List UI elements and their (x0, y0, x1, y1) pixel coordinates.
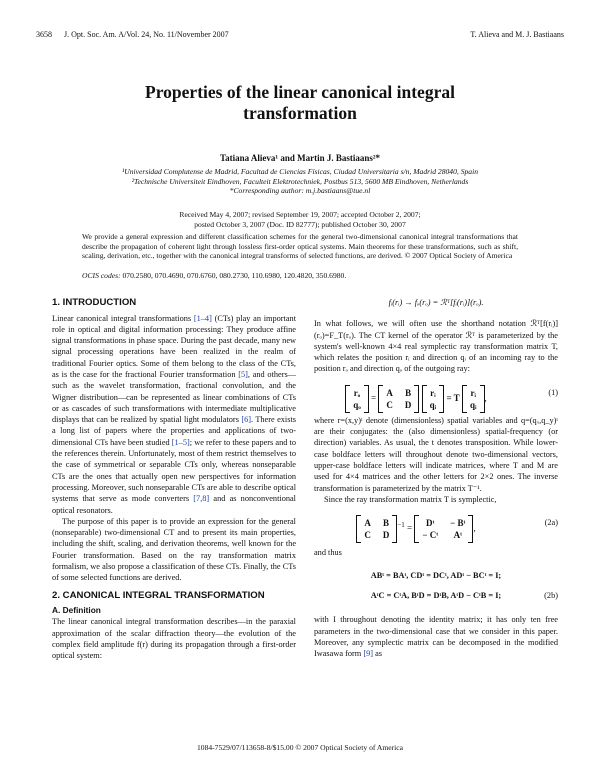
identity-paragraph: with I throughout denoting the identity matrix; it has only ten free parameters in the two-dimensional case that we consider in this paper. Moreover, any symplectic matrix can be decomposed in the modified Iwasawa form [9] as (314, 615, 558, 659)
citation-link[interactable]: [1–4] (193, 313, 212, 323)
ocis-codes (82, 271, 518, 280)
page-footer: 1084-7529/07/113658-8/$15.00 © 2007 Optical Society of America (196, 743, 404, 752)
definition-paragraph: The linear canonical integral transformation describes—in the paraxial approximation of the scalar diffraction theory—the evolution of the complex field amplitude f(r) during its propagation through a first-order optical system: (52, 617, 296, 661)
equation-1: rₒ qₒ = A B C D rᵢ qᵢ = T rᵢ qᵢ , (1) (314, 379, 558, 415)
received-dates: Received May 4, 2007; revised September 19, 2007; accepted October 2, 2007; posted October 3, 2007 (Doc. ID 82777); published October 30, 2007 (179, 210, 421, 229)
subsection-heading-definition: A. Definition (52, 605, 101, 616)
intro-paragraph-1: Linear canonical integral transformations [1–4] (CTs) play an important role in optical and digital information processing: They produce affine signal transformations in phase space. During the past decade, many new signal processing operations have been realized in the realm of traditional Fourier optics. Some of them belong to the class of the CTs, as is the case for the fractional Fourier transformation [5], and others—such as the wavelet transformation, fractional convolution, and the Wigner distribution—can be represented as linear combinations of CTs or as cascades of such transformations with intermediate multiplicative displays that can be realized by spatial light modulators [6]. There exists a long list of papers where the properties and applications of two-dimensional CTs have been studied [1–5]; we refer to these papers and to the references therein. Unfortunately, most of them restrict themselves to the case of symmetrical or separable CTs only, whereas nonseparable CTs are the ones that actually open new perspectives for information processing. Moreover, such nonseparable CTs are able to describe optical systems that serve as mode converters [7,8] and as nonconventional optical resonators. (52, 313, 296, 515)
equation-number: (1) (548, 387, 558, 397)
equation-2a: A B C D $^{-1}$ = Dᵗ − Bᵗ − Cᵗ Aᵗ , (2a) (314, 509, 558, 547)
corresponding-author: *Corresponding author: m.j.bastiaans@tue.nl (229, 186, 371, 196)
citation-link[interactable]: [6] (241, 415, 252, 425)
author-list: Tatiana Alieva¹ and Martin J. Bastiaans²* (219, 153, 381, 163)
and-thus: and thus (314, 548, 342, 558)
symplectic-paragraph: Since the ray transformation matrix T is symplectic, (324, 494, 497, 504)
intro-paragraph-2: The purpose of this paper is to provide an expression for the general (nonseparable) two-dimensional CT and to present its main properties, including the shift, scaling, and derivation theorems, well known for the Fourier transformation. Based on the ray transformation matrix formalism, we also propose a classification of these CTs. Finally, the CTs of some selected functions are derived. (52, 516, 296, 583)
paper-title: Properties of the linear canonical integral transformation (145, 82, 455, 123)
variables-paragraph: where r=(x,y)ᵗ denote (dimensionless) spatial variables and q=(qₓ,q_y)ᵗ are their conjugates: the (also dimensionless) spatial-frequency (or direction) variables. As usual, the t denotes transposition. While lower-case boldface letters will throughout denote two-dimensional vectors, upper-case boldface letters will indicate matrices, where T and M are used for 4×4 matrices and the other letters for 2×2 ones. The inverse transformation is parameterized by the matrix T⁻¹. (314, 415, 558, 493)
ocis-label: OCIS codes: (82, 271, 121, 280)
right-column (314, 297, 558, 660)
citation-link[interactable]: [9] (363, 649, 373, 659)
section-heading-cti: 2. CANONICAL INTEGRAL TRANSFORMATION (52, 589, 265, 601)
left-column (52, 297, 296, 662)
equation-propagation: fᵢ(rᵢ) → fₒ(rₒ) = ℛᵀ[fᵢ(rᵢ)](rₒ). (388, 298, 484, 307)
citation-link[interactable]: [7,8] (193, 494, 210, 504)
notation-paragraph: In what follows, we will often use the shorthand notation ℛᵀ[f(rᵢ)](rₒ)=F_T(rₒ). The CT kernel of the operator ℛᵀ is parameterized by the system's well-known 4×4 real symplectic ray transformation matrix T, which relates the position rᵢ and direction qᵢ of an incoming ray to the position rₒ and direction qₒ of the outgoing ray: (314, 319, 558, 374)
journal-citation: J. Opt. Soc. Am. A/Vol. 24, No. 11/November 2007 (64, 30, 229, 39)
header-authors: T. Alieva and M. J. Bastiaans (470, 30, 564, 39)
equation-2b: ABᵗ = BAᵗ, CDᵗ = DCᵗ, ADᵗ − BCᵗ = I; AᵗC = CᵗA, BᵗD = DᵗB, AᵗD − CᵗB = I; (2b) (314, 566, 558, 606)
ocis-values: 070.2580, 070.4690, 070.6760, 080.2730, 110.6980, 120.4820, 350.6980. (122, 271, 347, 280)
equation-number: (2b) (544, 591, 558, 601)
citation-link[interactable]: [5] (238, 369, 248, 379)
page-number: 3658 (36, 30, 52, 39)
section-heading-introduction: 1. INTRODUCTION (52, 297, 137, 308)
affiliation-1: ¹Universidad Complutense de Madrid, Facultad de Ciencias Físicas, Ciudad Universitaria s/n, Madrid 28040, Spain (122, 167, 478, 176)
citation-link[interactable]: [1–5] (171, 437, 190, 447)
abstract: We provide a general expression and different classification schemes for the general two-dimensional canonical integral transformations that describe the propagation of coherent light through lossless first-order optical systems. Main theorems for these transformations, such as shift, scaling, derivation, etc., together with the canonical integral transforms of selected functions, are derived. © 2007 Optical Society of America (82, 232, 518, 261)
equation-number: (2a) (544, 518, 558, 528)
running-header (36, 30, 564, 39)
affiliations (0, 167, 600, 196)
affiliation-2: ²Technische Universiteit Eindhoven, Faculteit Elektrotechniek, Postbus 513, 5600 MB Eindhoven, Netherlands (131, 176, 469, 186)
